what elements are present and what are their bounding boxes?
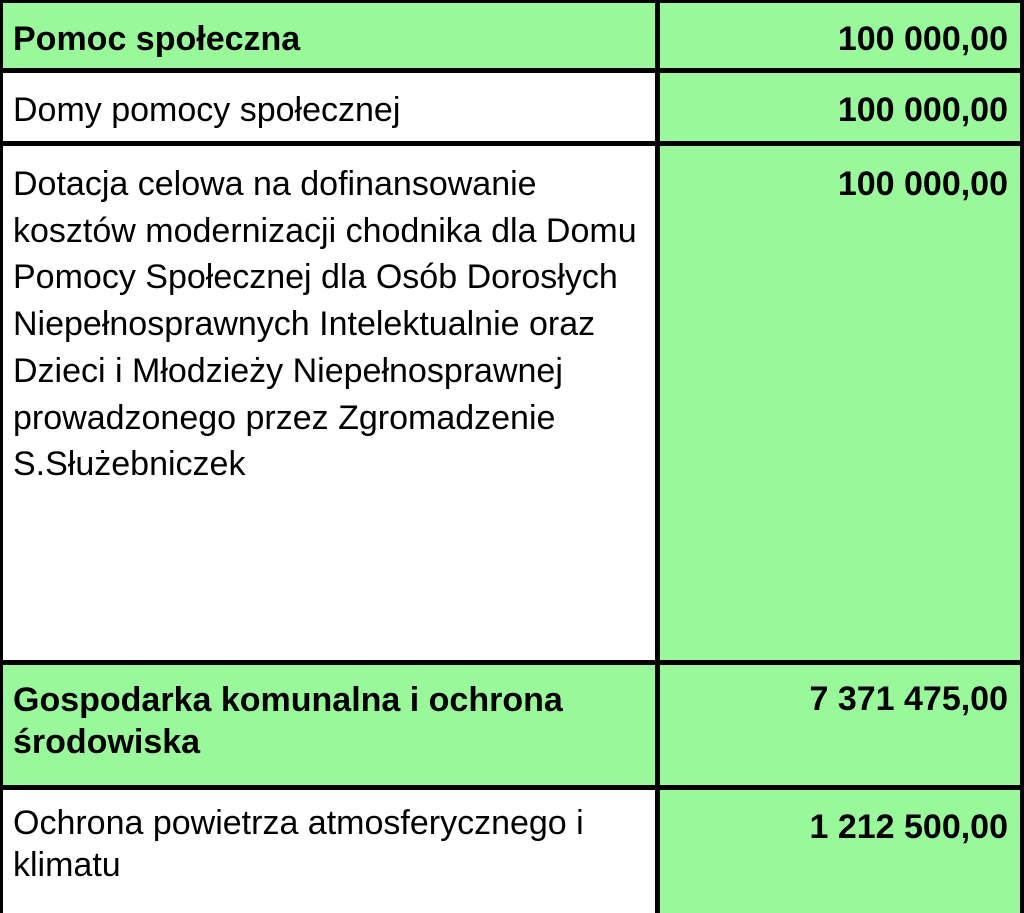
subsection-amount-domy-pomocy: 100 000,00 [660,73,1020,141]
section-amount-gospodarka-komunalna: 7 371 475,00 [660,665,1020,785]
item-amount-dotacja-celowa: 100 000,00 [660,146,1020,660]
item-label-dotacja-celowa: Dotacja celowa na dofinansowanie kosztów modernizacji chodnika dla Domu Pomocy Społecznej dla Osób Dorosłych Niepełnosprawnych Intelektualnie oraz Dzieci i Młodzieży Niepełnosprawnej prowadzonego przez Zgromadzenie S.Służebniczek [3,146,655,660]
section-label-gospodarka-komunalna: Gospodarka komunalna i ochrona środowiska [3,665,655,785]
subsection-label-domy-pomocy: Domy pomocy społecznej [3,73,655,141]
subsection-label-ochrona-powietrza: Ochrona powietrza atmosferycznego i klimatu [3,790,655,913]
section-label-pomoc-spoleczna: Pomoc społeczna [3,3,655,68]
subsection-amount-ochrona-powietrza: 1 212 500,00 [660,790,1020,913]
section-amount-pomoc-spoleczna: 100 000,00 [660,3,1020,68]
